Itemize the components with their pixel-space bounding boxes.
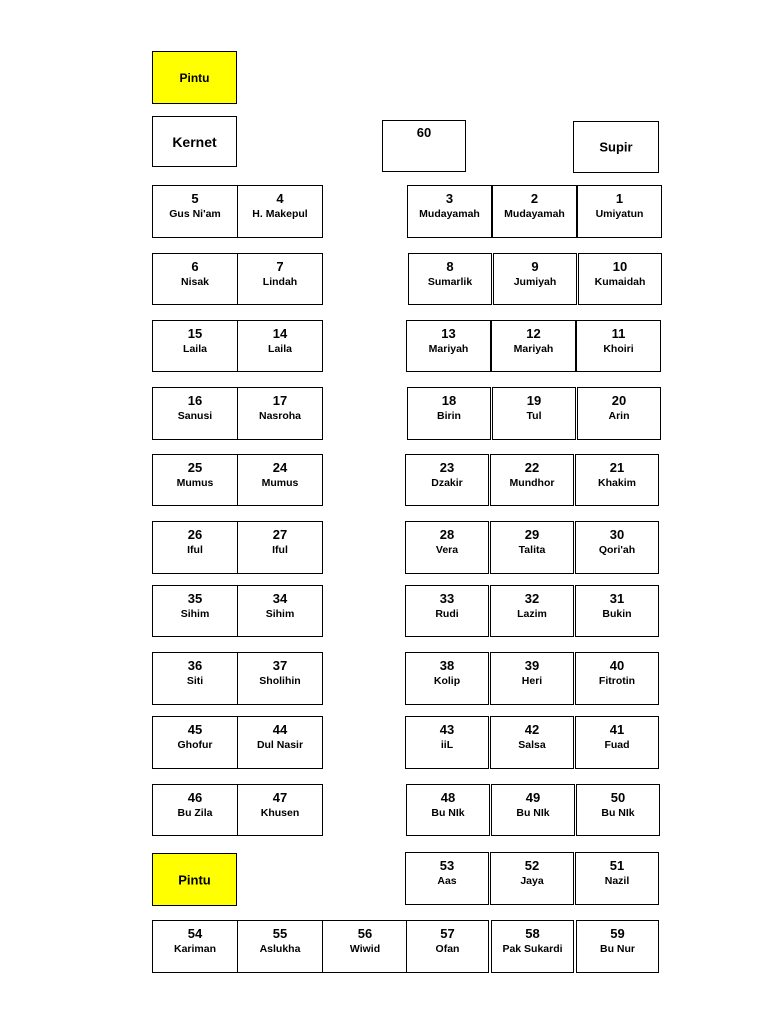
seat-34 (237, 585, 323, 637)
passenger-name: Gus Ni'am (169, 208, 221, 220)
seat-10 (578, 253, 662, 305)
passenger-name: Khakim (598, 477, 636, 489)
passenger-name: Qori'ah (598, 544, 636, 556)
passenger-name: Nazil (604, 875, 630, 887)
seat-number: 50 (610, 790, 626, 805)
seat-22 (490, 454, 574, 506)
passenger-name: Kumaidah (594, 276, 646, 288)
passenger-name: Lazim (517, 608, 547, 620)
door-back (152, 853, 237, 906)
seat-29 (490, 521, 574, 574)
seat-number: 43 (439, 722, 455, 737)
seat-18 (407, 387, 491, 440)
passenger-name: Sanusi (177, 410, 213, 422)
seat-number: 54 (187, 926, 203, 941)
passenger-name: H. Makepul (252, 208, 308, 220)
passenger-name: Mumus (176, 477, 214, 489)
seat-number: 53 (439, 858, 455, 873)
seat-13 (406, 320, 491, 372)
seat-53 (405, 852, 489, 905)
passenger-name: iiL (440, 739, 454, 751)
passenger-name: Sihim (265, 608, 295, 620)
door-label: Pintu (178, 872, 211, 887)
seat-16 (152, 387, 238, 440)
seat-48 (406, 784, 490, 836)
seat-number: 1 (615, 191, 624, 206)
seat-44 (237, 716, 323, 769)
passenger-name: Tul (526, 410, 542, 422)
passenger-name: Mundhor (509, 477, 555, 489)
seat-39 (490, 652, 574, 705)
seat-19 (492, 387, 576, 440)
seat-12 (491, 320, 576, 372)
seat-28 (405, 521, 489, 574)
conductor-box (152, 116, 237, 167)
seat-50 (576, 784, 660, 836)
seat-54 (152, 920, 238, 973)
seat-24 (237, 454, 323, 506)
seat-36 (152, 652, 238, 705)
seat-number: 12 (526, 326, 541, 341)
seat-number: 57 (440, 926, 455, 941)
passenger-name: Mudayamah (504, 208, 565, 220)
seat-57 (406, 920, 489, 973)
seat-37 (237, 652, 323, 705)
passenger-name: Iful (272, 544, 288, 556)
passenger-name: Dul Nasir (256, 739, 304, 751)
seat-number: 6 (191, 259, 199, 274)
passenger-name: Sihim (180, 608, 210, 620)
seat-number: 5 (191, 191, 199, 206)
passenger-name: Talita (518, 544, 546, 556)
seat-number: 11 (611, 326, 626, 341)
passenger-name: Bu Zila (177, 807, 213, 819)
passenger-name: Ofan (435, 943, 460, 955)
seat-number: 27 (272, 527, 288, 542)
seat-number: 47 (272, 790, 288, 805)
passenger-name: Arin (608, 410, 630, 422)
passenger-name: Sumarlik (427, 276, 473, 288)
seat-27 (237, 521, 323, 574)
seat-33 (405, 585, 489, 637)
seat-14 (237, 320, 323, 372)
seat-number: 33 (439, 591, 455, 606)
passenger-name: Mumus (261, 477, 299, 489)
passenger-name: Bu NIk (516, 807, 550, 819)
passenger-name: Aas (437, 875, 457, 887)
seat-number: 9 (531, 259, 539, 274)
passenger-name: Mudayamah (419, 208, 480, 220)
seat-51 (575, 852, 659, 905)
passenger-name: Jumiyah (513, 276, 557, 288)
passenger-name: Sholihin (259, 675, 301, 687)
door-front (152, 51, 237, 104)
driver-label: Supir (599, 139, 633, 155)
seat-number: 19 (526, 393, 542, 408)
seat-23 (405, 454, 489, 506)
passenger-name: Jaya (520, 875, 544, 887)
seat-number: 38 (439, 658, 455, 673)
seat-number: 26 (187, 527, 203, 542)
driver-box (573, 121, 659, 173)
passenger-name: Bu NIk (431, 807, 465, 819)
seat-number: 44 (272, 722, 288, 737)
seat-number: 25 (187, 460, 203, 475)
seat-7 (237, 253, 323, 305)
passenger-name: Bukin (602, 608, 632, 620)
seat-number: 42 (524, 722, 540, 737)
seat-number: 58 (525, 926, 540, 941)
passenger-name: Umiyatun (595, 208, 644, 220)
passenger-name: Rudi (435, 608, 459, 620)
passenger-name: Pak Sukardi (502, 943, 563, 955)
seat-number: 29 (524, 527, 540, 542)
seat-35 (152, 585, 238, 637)
seat-3 (407, 185, 492, 238)
seat-number: 15 (187, 326, 203, 341)
passenger-name: Ghofur (177, 739, 213, 751)
passenger-name: Siti (186, 675, 204, 687)
seat-5 (152, 185, 238, 238)
seat-31 (575, 585, 659, 637)
passenger-name: Khoiri (603, 343, 634, 355)
seat-number: 59 (610, 926, 625, 941)
seat-number: 31 (609, 591, 625, 606)
seat-49 (491, 784, 575, 836)
seat-6 (152, 253, 238, 305)
seat-number: 46 (187, 790, 203, 805)
seat-number: 16 (187, 393, 203, 408)
seat-43 (405, 716, 489, 769)
passenger-name: Mariyah (428, 343, 469, 355)
seat-number: 48 (440, 790, 456, 805)
passenger-name: Nasroha (258, 410, 301, 422)
seat-11 (576, 320, 661, 372)
passenger-name: Salsa (518, 739, 546, 751)
passenger-name: Bu Nur (600, 943, 635, 955)
seat-number: 34 (272, 591, 288, 606)
seat-30 (575, 521, 659, 574)
seat-number: 40 (609, 658, 625, 673)
seat-60 (382, 120, 466, 172)
seat-number: 8 (446, 259, 454, 274)
seat-number: 49 (525, 790, 541, 805)
passenger-name: Heri (521, 675, 543, 687)
passenger-name: Iful (187, 544, 203, 556)
seat-number: 21 (609, 460, 625, 475)
seat-59 (576, 920, 659, 973)
seat-number: 22 (524, 460, 540, 475)
seat-number: 18 (441, 393, 457, 408)
passenger-name: Birin (437, 410, 461, 422)
seat-number: 24 (272, 460, 288, 475)
passenger-name: Kolip (433, 675, 461, 687)
passenger-name: Aslukha (259, 943, 301, 955)
passenger-name: Wiwid (349, 943, 381, 955)
seat-number: 2 (530, 191, 539, 206)
seat-number: 36 (187, 658, 203, 673)
passenger-name: Fuad (604, 739, 630, 751)
seat-47 (237, 784, 323, 836)
seat-number: 3 (445, 191, 454, 206)
seat-42 (490, 716, 574, 769)
passenger-name: Laila (268, 343, 292, 355)
passenger-name: Bu NIk (601, 807, 635, 819)
passenger-name: Laila (183, 343, 207, 355)
seat-38 (405, 652, 489, 705)
seat-number: 51 (609, 858, 625, 873)
seat-15 (152, 320, 238, 372)
seat-number: 35 (187, 591, 203, 606)
seat-number: 52 (524, 858, 540, 873)
seat-number: 7 (276, 259, 284, 274)
seat-1 (577, 185, 662, 238)
seat-number: 56 (357, 926, 373, 941)
passenger-name: Mariyah (513, 343, 554, 355)
seat-9 (493, 253, 577, 305)
seat-number: 23 (439, 460, 455, 475)
seat-25 (152, 454, 238, 506)
seat-17 (237, 387, 323, 440)
seat-21 (575, 454, 659, 506)
passenger-name: Vera (435, 544, 459, 556)
seat-52 (490, 852, 574, 905)
seat-number: 10 (612, 259, 628, 274)
seat-26 (152, 521, 238, 574)
seat-number: 14 (272, 326, 288, 341)
seat-20 (577, 387, 661, 440)
seat-2 (492, 185, 577, 238)
seat-number: 32 (524, 591, 540, 606)
seat-56 (322, 920, 408, 973)
seat-number: 4 (276, 191, 284, 206)
seat-number: 37 (272, 658, 288, 673)
seat-number: 41 (609, 722, 625, 737)
passenger-name: Kariman (173, 943, 216, 955)
seat-32 (490, 585, 574, 637)
seat-40 (575, 652, 659, 705)
passenger-name: Fitrotin (598, 675, 636, 687)
door-label: Pintu (179, 70, 210, 85)
seat-number: 39 (524, 658, 540, 673)
seat-number: 30 (609, 527, 625, 542)
seat-45 (152, 716, 238, 769)
passenger-name: Nisak (180, 276, 210, 288)
seat-number: 28 (439, 527, 455, 542)
seat-number: 17 (272, 393, 288, 408)
passenger-name: Khusen (260, 807, 300, 819)
seat-number: 55 (272, 926, 288, 941)
seat-58 (491, 920, 574, 973)
seat-46 (152, 784, 238, 836)
seat-55 (237, 920, 323, 973)
seat-number: 20 (611, 393, 627, 408)
seat-60-number: 60 (416, 125, 432, 140)
seat-number: 45 (187, 722, 203, 737)
passenger-name: Dzakir (431, 477, 463, 489)
seat-4 (237, 185, 323, 238)
seat-number: 13 (441, 326, 456, 341)
seat-8 (408, 253, 492, 305)
passenger-name: Lindah (262, 276, 298, 288)
conductor-label: Kernet (172, 133, 217, 150)
seat-41 (575, 716, 659, 769)
